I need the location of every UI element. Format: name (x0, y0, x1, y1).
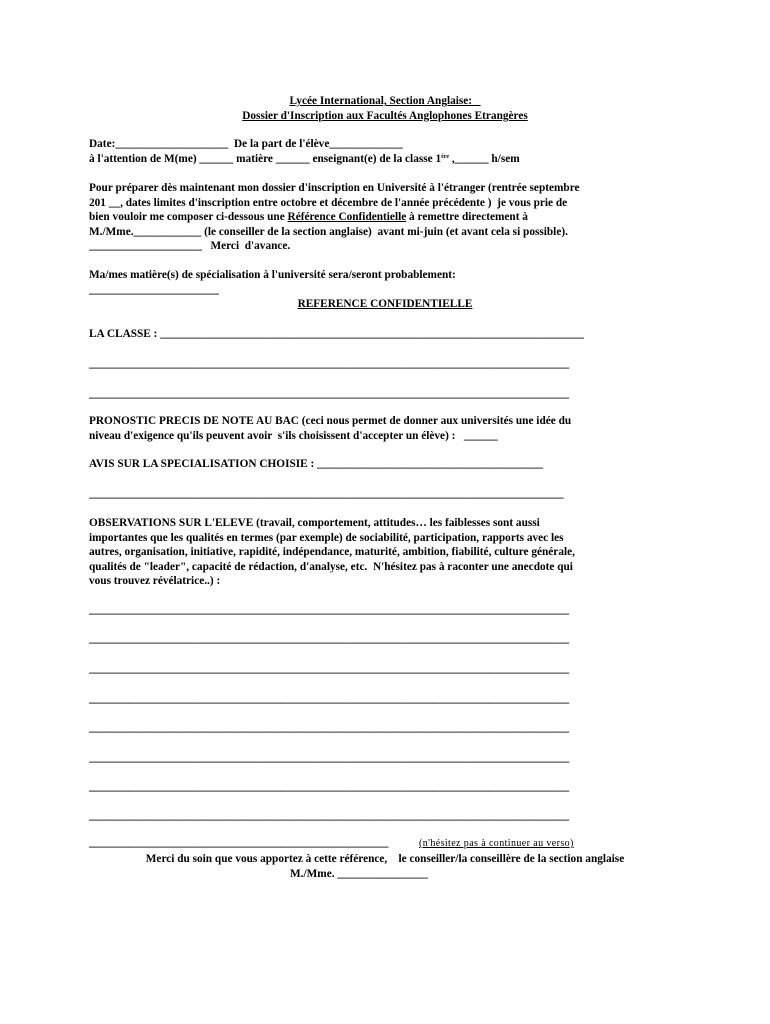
observations-text: autres, organisation, initiative, rapidité, indépendance, maturité, ambition, fiabilité, culture générale, (89, 546, 575, 558)
attention-hours: ,______ h/sem (449, 153, 520, 165)
classe-label: LA CLASSE : ___________________________________________________________________________ (89, 328, 584, 340)
date-line: Date:____________________ De la part de l'élève_____________ (89, 138, 403, 150)
observations-text: qualités de "leader", capacité de rédaction, d'analyse, etc. N'hésitez pas à raconter une anecdote qui (89, 561, 573, 573)
intro-paragraph-line: Pour préparer dès maintenant mon dossier d'inscription en Université à l'étranger (rentrée septembre (89, 182, 580, 194)
avis-blank-line: ____________________________________________________________________________________ (89, 488, 564, 500)
thanks-line: Merci du soin que vous apportez à cette référence, le conseiller/la conseillère de la section anglaise (145, 853, 625, 865)
avis-label: AVIS SUR LA SPECIALISATION CHOISIE : ________________________________________ (89, 458, 544, 470)
pronostic-text: niveau d'exigence qu'ils peuvent avoir s'ils choisissent d'accepter un élève) : ______ (89, 430, 498, 442)
observations-blank-line: _____________________________________________________________________________________ (89, 633, 570, 645)
observations-text: importantes que les qualités en termes (par exemple) de sociabilité, participation, rapports avec les (89, 532, 564, 544)
attention-line (89, 152, 520, 166)
intro-text: à remettre directement à (406, 211, 528, 223)
continue-blank-line: _____________________________________________________ (89, 837, 389, 849)
observations-blank-line: _____________________________________________________________________________________ (89, 752, 570, 764)
specialisation-blank: _______________________ (89, 284, 219, 296)
intro-paragraph-line: 201 __, dates limites d'inscription entre octobre et décembre de l'année précédente ) je vous prie de (89, 197, 568, 209)
observations-text: OBSERVATIONS SUR L'ELEVE (travail, comportement, attitudes… les faiblesses sont aussi (89, 517, 540, 529)
school-title: Lycée International, Section Anglaise: (289, 95, 481, 107)
intro-paragraph-line (89, 210, 528, 224)
observations-blank-line: _____________________________________________________________________________________ (89, 663, 570, 675)
observations-text: vous trouvez révélatrice..) : (89, 575, 221, 587)
observations-blank-line: _____________________________________________________________________________________ (89, 781, 570, 793)
intro-paragraph-line: M./Mme.____________ (le conseiller de la section anglaise) avant mi-juin (et avant cela si possible). (89, 226, 568, 238)
document-title: Dossier d'Inscription aux Facultés Anglophones Etrangères (242, 110, 528, 122)
intro-text: bien vouloir me composer ci-dessous une (89, 211, 288, 223)
continue-note: (n'hésitez pas à continuer au verso) (419, 838, 574, 849)
attention-text: à l'attention de M(me) ______ matière ______ enseignant(e) de la classe 1 (89, 153, 442, 165)
observations-blank-line: _____________________________________________________________________________________ (89, 722, 570, 734)
pronostic-text: PRONOSTIC PRECIS DE NOTE AU BAC (ceci nous permet de donner aux universités une idée du (89, 415, 572, 427)
signature-line: M./Mme. ________________ (290, 868, 428, 880)
observations-blank-line: _____________________________________________________________________________________ (89, 693, 570, 705)
classe-blank-line: _____________________________________________________________________________________ (89, 358, 570, 370)
attention-superscript: ère (441, 154, 450, 160)
classe-blank-line: _____________________________________________________________________________________ (89, 388, 570, 400)
observations-blank-line: _____________________________________________________________________________________ (89, 810, 570, 822)
intro-paragraph-line: ____________________ Merci d'avance. (89, 240, 291, 252)
reference-confidentielle-term: Référence Confidentielle (287, 211, 407, 223)
observations-blank-line: _____________________________________________________________________________________ (89, 604, 570, 616)
specialisation-label: Ma/mes matière(s) de spécialisation à l'université sera/seront probablement: (89, 269, 456, 281)
reference-title: REFERENCE CONFIDENTIELLE (297, 298, 473, 310)
